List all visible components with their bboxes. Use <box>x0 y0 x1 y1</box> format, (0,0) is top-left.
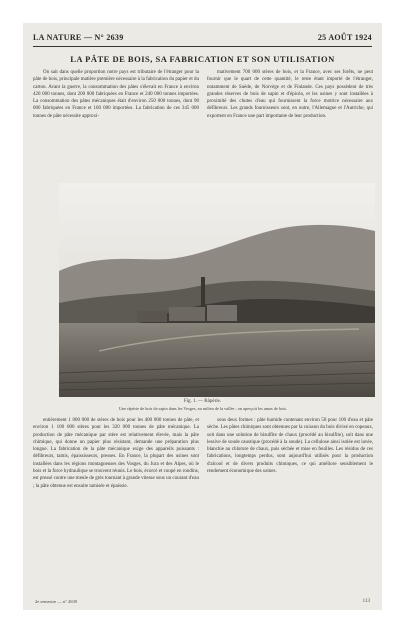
text-column-top-right <box>207 69 373 189</box>
journal-name: LA NATURE — N° 2639 <box>33 33 124 42</box>
text-column-top-left <box>33 69 199 189</box>
page-header <box>33 33 372 45</box>
factory-building <box>137 311 167 322</box>
factory-building <box>207 305 237 321</box>
paragraph: On sait dans quelle proportion notre pays est tributaire de l'étranger pour la pâte de bois, principale matière première nécessaire à la fabrication du papier et du carton. Avant la guerre, la consommation des pâtes s'élevait en France à environ 420 000 tonnes, dont 200 000 fabriquées en France et 240 000 tonnes importées. La consommation des pâtes mécaniques était d'environ 250 000 tonnes, dont 90 000 fabriquées en France et 160 000 importées. La fabrication de ces 345 000 tonnes de pâte nécessite approxi- <box>33 70 199 119</box>
footer-issue: 2e semestre — n° 2639 <box>35 599 78 604</box>
figure-label: Fig. 1. — Râpérie. <box>183 399 222 404</box>
figure-caption: Une râpérie de bois de sapin dans les Vosges, au milieu de la vallée ; on aperçoit les amas de bois. <box>118 406 288 411</box>
issue-date: 25 AOÛT 1924 <box>317 33 372 42</box>
page-number: 113 <box>362 599 370 604</box>
paragraph: mativement 700 000 stères de bois, et la France, avec ses forêts, ne peut fournir que le quart de cette quantité, le reste étant importé de l'étranger, notamment de Suède, de Norvège et de Finlande. Ces pays possèdent de très grandes réserves de bois de sapin et d'épicéa, et les usines y sont installées à proximité des chutes d'eau qui fournissent la force motrice nécessaire aux défibreurs. Les grands fournisseurs sont, en outre, l'Allemagne et l'Autriche, qui exportent en France une part importante de leur production. <box>207 70 373 119</box>
article-title: LA PÂTE DE BOIS, SA FABRICATION ET SON UTILISATION <box>70 54 335 64</box>
figure-photo <box>59 183 375 397</box>
text-column-bottom-left <box>33 417 199 597</box>
magazine-page <box>23 23 382 610</box>
paragraph: sous deux formes : pâte humide contenant environ 50 pour 100 d'eau et pâte sèche. Les pâtes chimiques sont obtenues par la cuisson du bois divisé en copeaux, soit dans une solution de bisulfite de chaux (procédé au bisulfite), soit dans une lessive de soude caustique (procédé à la soude). La cellulose ainsi isolée est lavée, blanchie au chlorure de chaux, puis séchée et mise en feuilles. Les résidus de ces fabrications, longtemps perdus, sont aujourd'hui utilisés pour la production d'alcool et de divers produits chimiques, ce qui améliore sensiblement le rendement économique des usines. <box>207 418 373 475</box>
text-column-bottom-right <box>207 417 373 597</box>
factory-building <box>169 307 205 321</box>
paragraph: entièrement 1 000 000 de stères de bois pour les 400 000 tonnes de pâte, et environ 1 100 000 stères pour les 320 000 tonnes de pâte mécanique. La production de pâte mécanique par stère est relativement élevée, mais la pâte chimique, qui donne un papier plus résistant, demande une préparation plus longue. La fabrication de la pâte mécanique exige des appareils puissants : défibreurs, tamis, épaississeurs, presses. En France, la plupart des usines sont installées dans les régions montagneuses des Vosges, du Jura et des Alpes, où le bois et la force hydraulique se trouvent réunis. Le bois, écorcé et coupé en rondins, est pressé contre une meule de grès tournant à grande vitesse sous un courant d'eau ; la pâte obtenue est ensuite tamisée et épaissie. <box>33 418 199 489</box>
header-rule <box>33 46 372 47</box>
